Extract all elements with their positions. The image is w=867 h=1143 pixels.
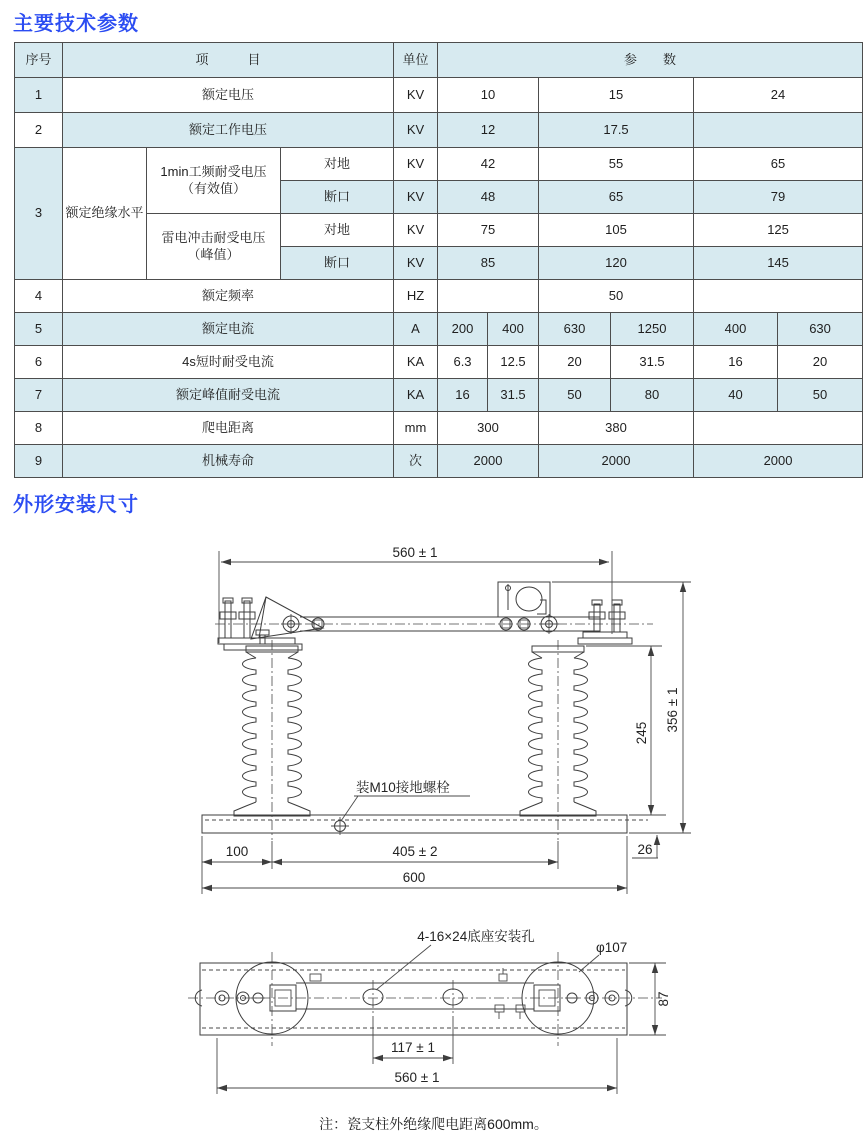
test-group-line1: 雷电冲击耐受电压: [161, 230, 266, 246]
dim-top-width-label: 560 ± 1: [392, 545, 438, 560]
cell-value: 20: [778, 346, 863, 379]
cell-value: 24: [694, 78, 863, 113]
cell-item: 4s短时耐受电流: [63, 346, 394, 379]
cell-value: [438, 280, 539, 313]
cell-value: 50: [778, 379, 863, 412]
dim-pole-spacing-label: 405 ± 2: [392, 844, 438, 859]
opening-hook: [251, 597, 323, 639]
cell-value: 20: [539, 346, 611, 379]
flange-diameter-label: φ107: [596, 940, 628, 955]
plan-view: [188, 928, 671, 1094]
dim-bottom-width-label: 560 ± 1: [394, 1070, 440, 1085]
mounting-holes-callout: [376, 928, 535, 990]
cell-value: 48: [438, 181, 539, 214]
table-row: [15, 280, 863, 313]
cell-value: 200: [438, 313, 488, 346]
hardware-details: [310, 968, 525, 1019]
cell-value: 2000: [694, 445, 863, 478]
table-row: [15, 313, 863, 346]
mounting-holes-label: 4-16×24底座安装孔: [417, 929, 535, 944]
cell-unit: HZ: [394, 280, 438, 313]
cell-sub-item: 对地: [281, 148, 394, 181]
cell-value: 16: [694, 346, 778, 379]
cell-value: [694, 113, 863, 148]
base-channel: [202, 815, 691, 833]
cell-value: 10: [438, 78, 539, 113]
cell-value: 125: [694, 214, 863, 247]
dim-base-width-label: 87: [656, 991, 671, 1007]
table-row: [15, 445, 863, 478]
table-row: [15, 113, 863, 148]
cell-test-group: [147, 214, 281, 280]
cell-value: 400: [694, 313, 778, 346]
cell-value: 55: [539, 148, 694, 181]
cell-value: 300: [438, 412, 539, 445]
cell-item: 爬电距离: [63, 412, 394, 445]
cell-value: 75: [438, 214, 539, 247]
cell-no: 5: [15, 313, 63, 346]
cell-value: 79: [694, 181, 863, 214]
creepage-note: 注：瓷支柱外绝缘爬电距离600mm。: [319, 1116, 548, 1132]
table-row: [15, 379, 863, 412]
left-insulator: [234, 640, 310, 840]
cell-unit: KV: [394, 181, 438, 214]
cell-test-group: [147, 148, 281, 214]
cell-item: 额定工作电压: [63, 113, 394, 148]
cell-no: 6: [15, 346, 63, 379]
ground-bolt: [331, 779, 470, 835]
cell-value: 31.5: [488, 379, 539, 412]
cell-unit: KA: [394, 379, 438, 412]
technical-parameters-table: [14, 42, 863, 478]
cell-value: 380: [539, 412, 694, 445]
section-title-outline-dimensions: 外形安装尺寸: [13, 494, 139, 516]
table-row: [15, 412, 863, 445]
cell-unit: KV: [394, 113, 438, 148]
ground-bolt-label: 装M10接地螺栓: [356, 780, 450, 795]
cell-value: 120: [539, 247, 694, 280]
section-title-technical-parameters: 主要技术参数: [13, 13, 139, 35]
cell-item: 额定电流: [63, 313, 394, 346]
cell-value: 6.3: [438, 346, 488, 379]
header-unit: 单位: [394, 43, 438, 78]
dim-base-height-label: 26: [637, 842, 653, 857]
cell-value: 40: [694, 379, 778, 412]
cell-unit: KA: [394, 346, 438, 379]
test-group-line1: 1min工频耐受电压: [160, 164, 267, 180]
test-group-line2: （峰值）: [187, 246, 240, 262]
header-no: 序号: [15, 43, 63, 78]
table-header-row: [15, 43, 863, 78]
cell-value: 12: [438, 113, 539, 148]
dim-top-width: [219, 545, 612, 643]
cell-value: 65: [694, 148, 863, 181]
cell-value: 2000: [438, 445, 539, 478]
cell-unit: KV: [394, 247, 438, 280]
cell-item: 机械寿命: [63, 445, 394, 478]
cell-no: 1: [15, 78, 63, 113]
dim-hole-spacing-label: 117 ± 1: [391, 1040, 435, 1055]
cell-value: 630: [539, 313, 611, 346]
cell-no: 3: [15, 148, 63, 280]
cell-no: 7: [15, 379, 63, 412]
cell-unit: A: [394, 313, 438, 346]
base-outline: [200, 963, 627, 1035]
switch-blade: [215, 597, 653, 639]
cell-value: 31.5: [611, 346, 694, 379]
cell-value: 65: [539, 181, 694, 214]
cell-value: 16: [438, 379, 488, 412]
cell-value: 105: [539, 214, 694, 247]
cell-item: 额定峰值耐受电流: [63, 379, 394, 412]
left-flange: [236, 952, 308, 1046]
cell-value: 42: [438, 148, 539, 181]
dim-bottom-group: [202, 836, 627, 894]
test-group-line2: （有效值）: [180, 180, 246, 196]
right-insulator: [520, 640, 596, 840]
table-row: [15, 346, 863, 379]
outline-dimension-drawing: [0, 530, 867, 1143]
cell-value: [694, 412, 863, 445]
dim-total-height: [552, 582, 691, 833]
table-row: [15, 78, 863, 113]
cell-unit: KV: [394, 214, 438, 247]
cell-value: 85: [438, 247, 539, 280]
right-flange: [522, 952, 594, 1046]
cell-unit: KV: [394, 148, 438, 181]
cell-value: 12.5: [488, 346, 539, 379]
cell-item: 额定频率: [63, 280, 394, 313]
cell-no: 8: [15, 412, 63, 445]
dim-base-height: [632, 835, 658, 858]
dim-left-offset-label: 100: [225, 844, 249, 859]
cell-value: 145: [694, 247, 863, 280]
flange-diameter-callout: [579, 940, 627, 972]
left-end-terminal: [195, 990, 249, 1006]
cell-no: 9: [15, 445, 63, 478]
dim-base-width: [629, 963, 671, 1035]
cell-value: 1250: [611, 313, 694, 346]
cell-value: 17.5: [539, 113, 694, 148]
header-item: 项 目: [63, 43, 394, 78]
cell-value: 50: [539, 379, 611, 412]
dim-hole-spacing: [373, 1016, 453, 1064]
cell-value: 400: [488, 313, 539, 346]
dim-insulator-height: [586, 646, 662, 815]
cell-value: 2000: [539, 445, 694, 478]
dim-insulator-height-label: 245: [634, 721, 649, 745]
cell-value: 630: [778, 313, 863, 346]
cell-unit: 次: [394, 445, 438, 478]
dim-base-length-label: 600: [402, 870, 426, 885]
cell-value: [694, 280, 863, 313]
cell-unit: mm: [394, 412, 438, 445]
cell-item: 额定电压: [63, 78, 394, 113]
cell-sub-item: 对地: [281, 214, 394, 247]
cell-unit: KV: [394, 78, 438, 113]
cell-item: 额定绝缘水平: [63, 148, 147, 280]
cell-no: 4: [15, 280, 63, 313]
cell-value: 50: [539, 280, 694, 313]
cell-no: 2: [15, 113, 63, 148]
cell-sub-item: 断口: [281, 247, 394, 280]
cell-value: 80: [611, 379, 694, 412]
dim-total-height-label: 356 ± 1: [665, 687, 680, 733]
contact-housing: [498, 582, 550, 617]
cell-value: 15: [539, 78, 694, 113]
side-view: [202, 545, 691, 894]
header-params: 参 数: [438, 43, 863, 78]
cell-sub-item: 断口: [281, 181, 394, 214]
right-terminal: [578, 600, 632, 644]
table-row: [15, 148, 863, 181]
